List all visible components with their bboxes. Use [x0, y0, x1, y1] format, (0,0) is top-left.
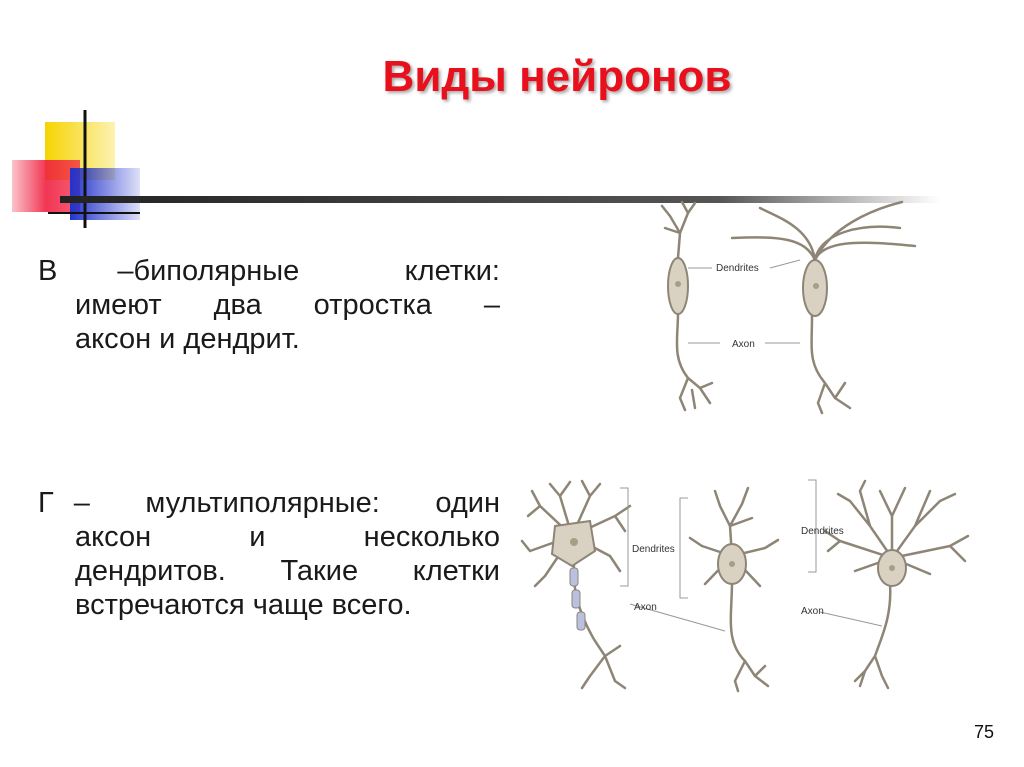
bottom-dendrites-label-2: Dendrites — [801, 526, 844, 537]
slide-title: Виды нейронов — [382, 52, 732, 101]
top-axon-label: Axon — [732, 339, 755, 350]
bipolar-line-2: имеют два отростка – — [75, 289, 500, 321]
bottom-axon-label-1: Axon — [634, 602, 657, 613]
multipolar-line-1: Г – мультиполярные: один — [38, 487, 500, 519]
deco-red-square — [12, 160, 80, 212]
bipolar-neurons-figure — [640, 198, 950, 420]
multipolar-neurons-figure — [520, 476, 990, 698]
bipolar-line-1: В –биполярные клетки: — [38, 255, 500, 287]
top-dendrites-label: Dendrites — [716, 263, 759, 274]
multipolar-paragraph — [38, 486, 500, 622]
bipolar-line-3: аксон и дендрит. — [75, 323, 300, 355]
page-number: 75 — [973, 722, 994, 742]
multipolar-line-3: дендритов. Такие клетки — [75, 555, 500, 587]
multipolar-line-2: аксон и несколько — [75, 521, 500, 553]
bottom-dendrites-label-1: Dendrites — [632, 544, 675, 555]
multipolar-line-4: встречаются чаще всего. — [75, 589, 412, 621]
bipolar-paragraph — [38, 254, 500, 356]
bottom-axon-label-2: Axon — [801, 606, 824, 617]
